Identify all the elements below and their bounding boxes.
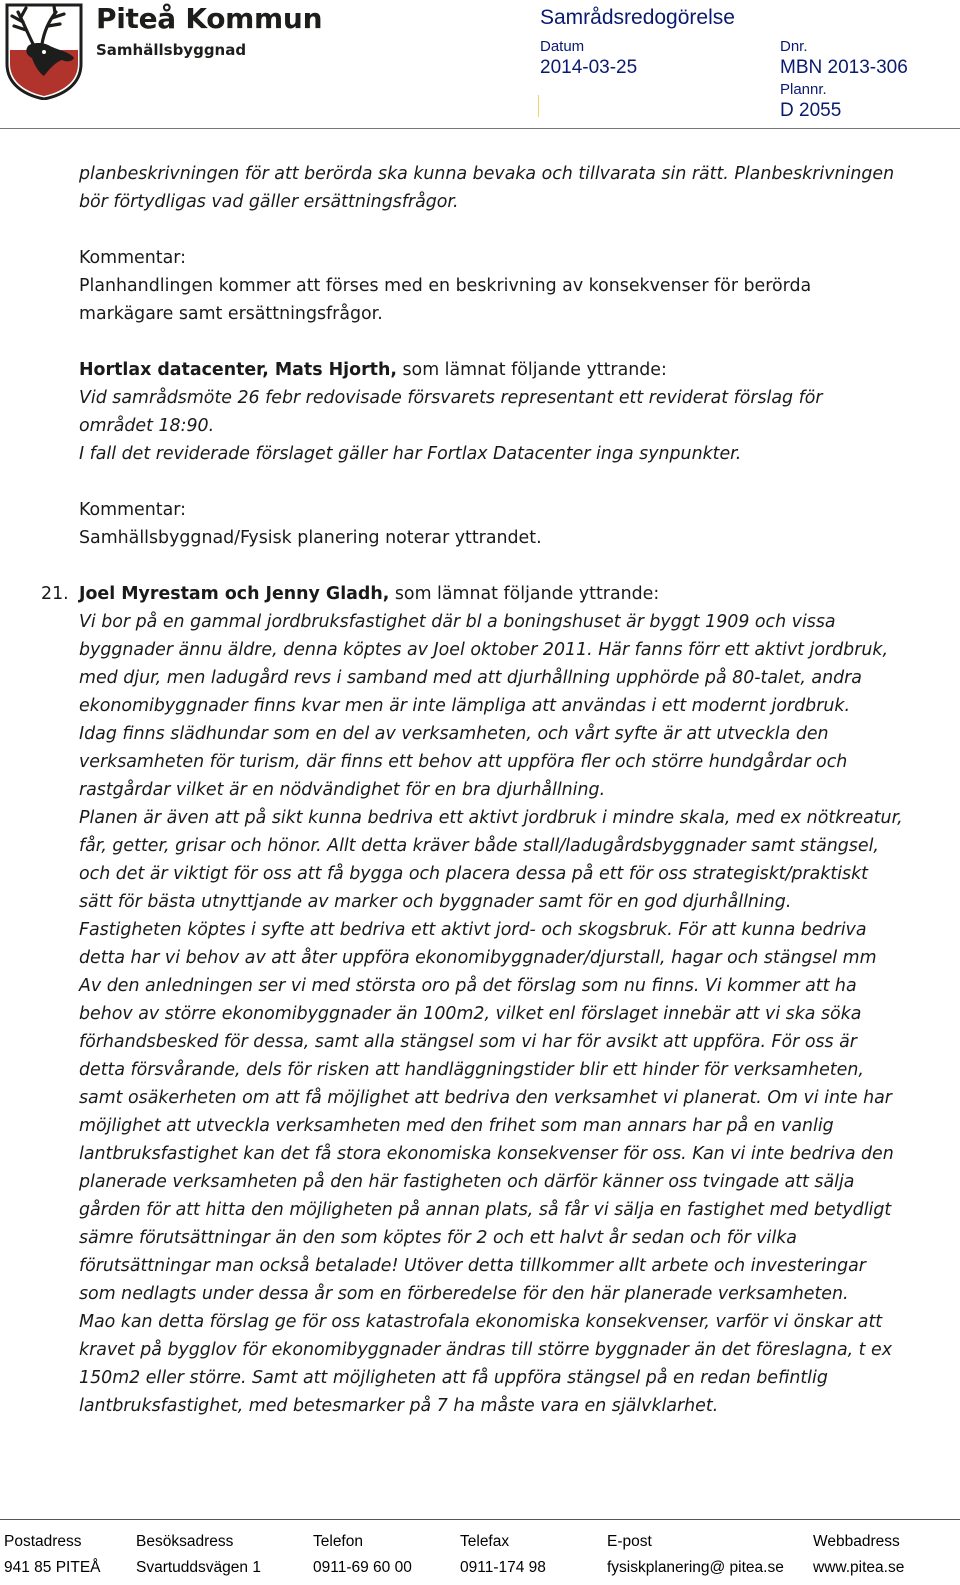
comment-label: Kommentar: [79,500,186,520]
date-value: 2014-03-25 [540,57,638,78]
statement-heading [79,356,959,384]
telefax-label: Telefax [460,1533,510,1550]
statement-line: behov av större ekonomibyggnader än 100m2, vilket enl förslaget innebär att vi ska söka [79,1004,862,1024]
postadress-value: 941 85 PITEÅ [4,1559,101,1576]
telefax-value: 0911-174 98 [460,1559,546,1576]
document-body [41,160,959,1420]
statement-line: Vi bor på en gammal jordbruksfastighet där bl a boningshuset är byggt 1909 och vissa [79,612,836,632]
statement-line: området 18:90. [79,416,215,436]
comment-line: Planhandlingen kommer att förses med en beskrivning av konsekvenser för berörda [79,276,812,296]
besoksadress-label: Besöksadress [136,1533,234,1550]
statement-line: möjlighet att utveckla verksamheten med den frihet som man annars har på en vanlig [79,1116,834,1136]
statement-line: planerade verksamheten på den här fastigheten och därför känner oss tvingade att sälja [79,1172,855,1192]
statement-heading [41,580,959,608]
page-header [0,0,960,130]
webbadress-label: Webbadress [813,1533,900,1550]
statement-line: med djur, men ladugård revs i samband med att djurhållning upphörde på 80-talet, andra [79,668,862,688]
date-label: Datum [540,38,585,55]
statement-body [79,608,959,1420]
statement-line: sämre förutsättningar än den som köptes för 2 och ett halvt år sedan och för vilka [79,1228,797,1248]
page-footer [0,1532,960,1582]
footer-divider [0,1519,960,1520]
statement-line: detta försvårande, dels för risken att handläggningstider blir ett hinder för verksamheten, [79,1060,864,1080]
statement-line: verksamheten för turism, där finns ett behov att uppföra fler och större hundgårdar och [79,752,848,772]
statement-line: förutsättningar man också betalade! Utöver detta tillkommer allt arbete och investeringar [79,1256,866,1276]
statement-line: och det är viktigt för oss att få bygga och placera dessa på ett för oss strategiskt/praktiskt [79,864,868,884]
besoksadress-value: Svartuddsvägen 1 [136,1559,261,1576]
org-name: Piteå Kommun [96,2,323,35]
paragraph-line: bör förtydligas vad gäller ersättningsfrågor. [79,192,459,212]
statement-line: I fall det reviderade förslaget gäller har Fortlax Datacenter inga synpunkter. [79,444,742,464]
comment-line: Samhällsbyggnad/Fysisk planering noterar yttrandet. [79,528,542,548]
statement-line: gården för att hitta den möjligheten på annan plats, så får vi sälja en fastighet med betydligt [79,1200,892,1220]
text-cursor-mark [538,95,539,117]
statement-author: Hortlax datacenter, Mats Hjorth, [79,360,397,380]
dnr-value: MBN 2013-306 [780,57,908,78]
statement-line: byggnader ännu äldre, denna köptes av Joel oktober 2011. Här fanns förr ett aktivt jordbruk, [79,640,888,660]
statement-line: kravet på bygglov för ekonomibyggnader ändras till större byggnader än det föreslagna, t ex [79,1340,892,1360]
telefon-value: 0911-69 60 00 [313,1559,412,1576]
statement-line: detta har vi behov av att åter uppföra ekonomibyggnader/djurstall, hagar och stängsel mm [79,948,877,968]
statement-line: Av den anledningen ser vi med största oro på det förslag som nu finns. Vi kommer att ha [79,976,857,996]
plannr-value: D 2055 [780,100,842,121]
statement-line: 150m2 eller större. Samt att möjligheten att få uppföra stängsel på en redan befintlig [79,1368,828,1388]
statement-line: förhandsbesked för dessa, samt alla stängsel som vi har för avsikt att uppföra. För oss är [79,1032,857,1052]
statement-line: ekonomibyggnader finns kvar men är inte lämpliga att användas i ett modernt jordbruk. [79,696,850,716]
webbadress-link[interactable]: www.pitea.se [813,1559,905,1576]
paragraph-line: planbeskrivningen för att berörda ska kunna bevaka och tillvarata sin rätt. Planbeskrivningen [79,164,895,184]
statement-line: som nedlagts under dessa år som en förberedelse för den här planerade verksamheten. [79,1284,849,1304]
statement-line: lantbruksfastighet, med betesmarker på 7 ha måste vara en självklarhet. [79,1396,719,1416]
reindeer-crest-logo [4,2,84,100]
statement-line: sätt för bästa utnyttjande av marker och byggnader samt för en god djurhållning. [79,892,792,912]
statement-line: Planen är även att på sikt kunna bedriva ett aktivt jordbruk i mindre skala, med ex nötkreatur, [79,808,903,828]
statement-line: samt osäkerheten om att få möjlighet att bedriva den verksamhet vi planerat. Om vi inte har [79,1088,892,1108]
statement-line: Mao kan detta förslag ge för oss katastrofala ekonomiska konsekvenser, varför vi önskar att [79,1312,883,1332]
statement-line: får, getter, grisar och hönor. Allt detta kräver både stall/ladugårdsbyggnader samt stängsel, [79,836,879,856]
comment-label: Kommentar: [79,248,186,268]
statement-line: Vid samrådsmöte 26 febr redovisade försvarets representant ett reviderat förslag för [79,388,823,408]
statement-intro: som lämnat följande yttrande: [389,584,660,604]
epost-link[interactable]: fysiskplanering@ pitea.se [607,1559,784,1576]
comment-line: markägare samt ersättningsfrågor. [79,304,383,324]
statement-intro: som lämnat följande yttrande: [396,360,667,380]
header-divider [0,128,960,129]
statement-line: Fastigheten köptes i syfte att bedriva ett aktivt jord- och skogsbruk. För att kunna bedriva [79,920,867,940]
document-type-title: Samrådsredogörelse [540,6,735,29]
statement-line: Idag finns slädhundar som en del av verksamheten, och vårt syfte är att utveckla den [79,724,829,744]
statement-number: 21. [41,584,69,604]
statement-author: Joel Myrestam och Jenny Gladh, [79,584,390,604]
dnr-label: Dnr. [780,38,808,55]
statement-line: rastgårdar vilket är en nödvändighet för en bra djurhållning. [79,780,606,800]
epost-label: E-post [607,1533,652,1550]
statement-line: lantbruksfastighet kan det få stora ekonomiska konsekvenser för oss. Kan vi inte bedriva den [79,1144,894,1164]
plannr-label: Plannr. [780,81,827,98]
postadress-label: Postadress [4,1533,82,1550]
telefon-label: Telefon [313,1533,363,1550]
org-department: Samhällsbyggnad [96,41,247,59]
